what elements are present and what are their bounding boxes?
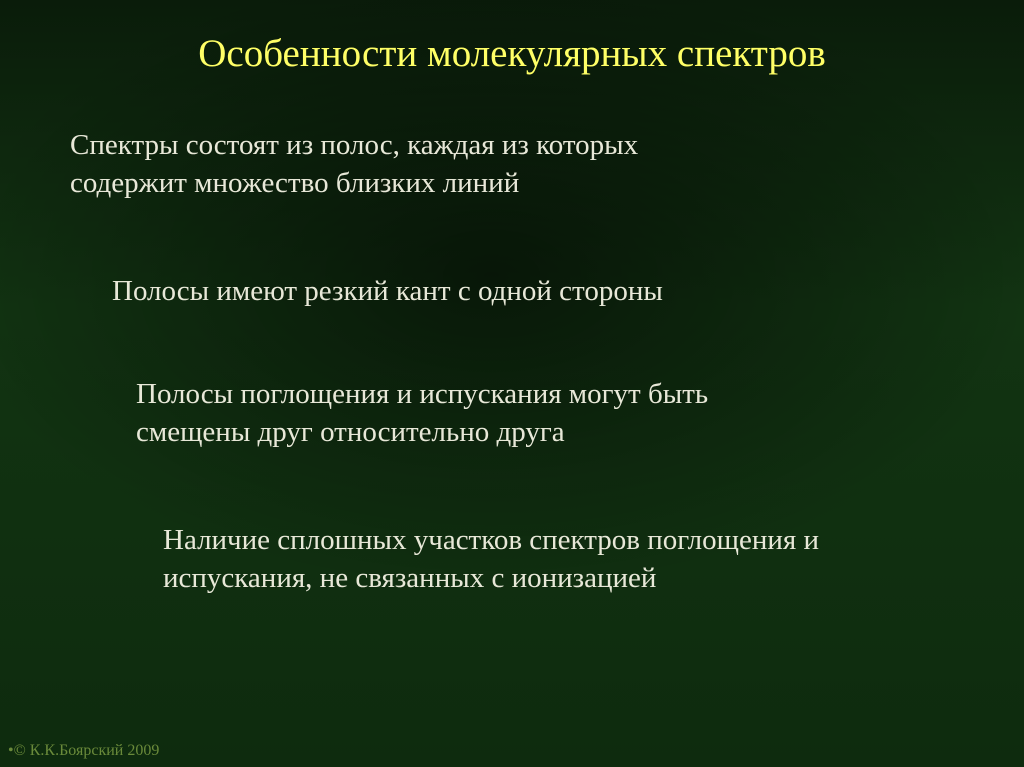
copyright-notice: •© К.К.Боярский 2009 [8, 742, 160, 759]
bullet-2-line-1: Полосы имеют резкий кант с одной стороны [112, 275, 663, 307]
bullet-3-line-2: смещены друг относительно друга [136, 416, 565, 448]
bullet-text-3 [136, 375, 708, 451]
bullet-4-line-2: испускания, не связанных с ионизацией [163, 562, 657, 594]
bullet-4-line-1: Наличие сплошных участков спектров поглощения и [163, 524, 819, 556]
bullet-3-line-1: Полосы поглощения и испускания могут быть [136, 378, 709, 410]
bullet-text-2 [112, 272, 663, 310]
bullet-1-line-1: Спектры состоят из полос, каждая из которых [70, 129, 639, 161]
bullet-text-1 [70, 126, 638, 202]
slide-title: Особенности молекулярных спектров [198, 32, 826, 75]
bullet-1-line-2: содержит множество близких линий [70, 167, 520, 199]
bullet-text-4 [163, 521, 819, 597]
